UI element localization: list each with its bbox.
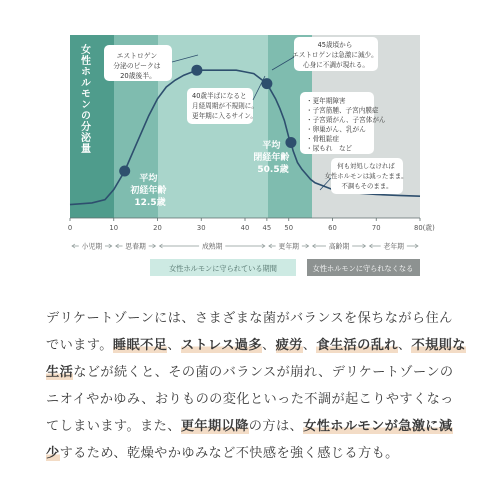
paragraph-text: などが続くと、その菌のバランスが崩れ、デリケートゾーンのニオイやかゆみ、おりものの変化といった不調が起こりやすくなってしまいます。また、 [46, 365, 454, 434]
x-tick-label: 40 [240, 224, 250, 232]
x-tick-label: 70 [371, 224, 381, 232]
highlight-text: 更年期以降 [180, 419, 249, 434]
paragraph-text: するため、乾燥やかゆみなど不快感を強く感じる方も。 [59, 446, 399, 461]
callout-conditions-text: ・更年期障害・子宮筋腫、子宮内膜症・子宮頸がん、子宮体がん・卵巣がん、乳がん・骨粗鬆症・尿もれ など [306, 97, 386, 153]
band-maturity [158, 35, 268, 218]
x-tick-label: 60 [328, 224, 337, 232]
highlight-text: 不規則な生活 [46, 338, 466, 380]
x-tick-label: 80(歳) [414, 224, 435, 232]
stage-label-4: 更年期 [278, 242, 299, 251]
x-tick-label: 20 [153, 224, 162, 232]
highlight-text: ストレス過多 [180, 338, 262, 353]
highlight-text: 睡眠不足 [112, 338, 168, 353]
callout-peak-text: エストロゲン 分泌のピークは 20歳後半。 [113, 52, 161, 80]
callout-forties-text: 40歳半ばになると 月経周期が不規則に。 更年期に入るサイン。 [192, 92, 258, 120]
stage-label-6: 老年期 [383, 242, 404, 251]
highlight-text: 食生活の乱れ [316, 338, 398, 353]
x-tick-label: 10 [109, 224, 119, 232]
unprotected-pill-label: 女性ホルモンに守られなくなる [312, 264, 414, 273]
curve-marker-1 [119, 166, 130, 177]
stage-label-3: 成熟期 [201, 242, 223, 251]
paragraph-text: 、 [167, 338, 181, 353]
paragraph-text: 、 [261, 338, 276, 353]
x-tick-label: 45 [262, 224, 272, 232]
x-tick-label: 50 [284, 224, 294, 232]
y-axis-label: 女性ホルモンの分泌量 [78, 44, 90, 154]
avg-menopause-label: 平均 閉経年齢 50.5歳 [253, 141, 290, 175]
highlight-text: 疲労 [275, 338, 303, 353]
avg-menarche-label: 平均 初経年齢 12.5歳 [130, 174, 167, 208]
curve-marker-4 [285, 137, 296, 148]
x-tick-label: 0 [67, 224, 73, 232]
paragraph-text: の方は、 [248, 419, 304, 434]
callout-drop-text: 45歳頃から エストロゲンは急激に減少。 心身に不調が現れる。 [292, 41, 378, 69]
stage-label-2: 思春期 [125, 242, 146, 251]
x-tick-label: 30 [196, 224, 206, 232]
protected-pill-label: 女性ホルモンに守られている期間 [169, 264, 277, 273]
paragraph-text: デリケートゾーンには、さまざまな菌がバランスを保ちながら住んでいます。 [46, 311, 453, 353]
stage-label-5: 高齢期 [328, 242, 350, 251]
paragraph-text: 、 [302, 338, 317, 353]
description-paragraph [46, 305, 466, 467]
callout-tail-text: 何も対処しなければ 女性ホルモンは減ったまま。 不調もそのまま。 [324, 162, 408, 190]
stage-label-1: 小児期 [81, 242, 103, 251]
paragraph-text: 、 [397, 338, 412, 353]
highlight-text: 女性ホルモンが急激に減少 [46, 419, 453, 461]
curve-marker-2 [191, 65, 202, 76]
